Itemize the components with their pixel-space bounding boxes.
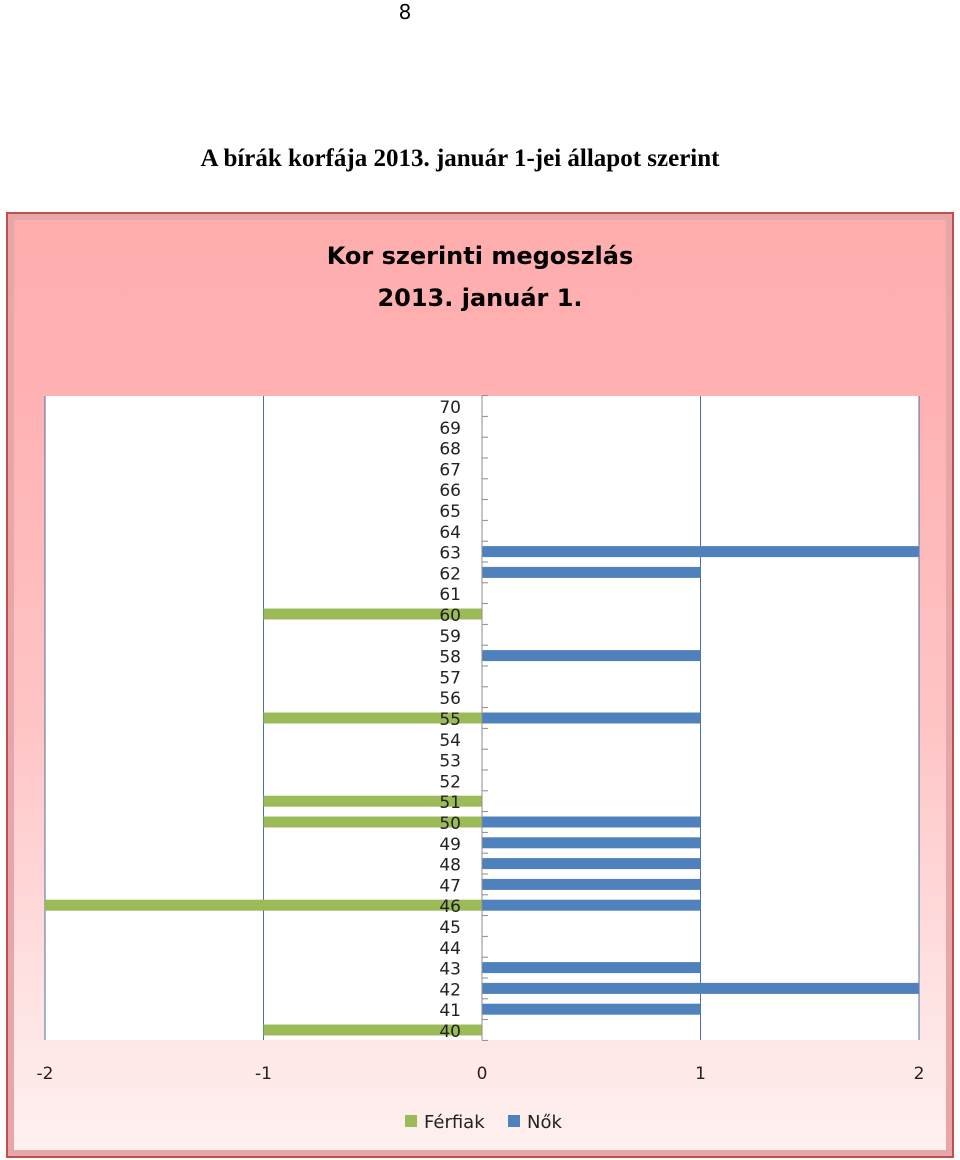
bar-nők-63 — [482, 546, 919, 557]
legend-label-férfiak: Férfiak — [424, 1112, 485, 1133]
category-label-56: 56 — [439, 689, 461, 710]
category-label-52: 52 — [439, 772, 461, 793]
bar-nők-62 — [482, 567, 701, 578]
bar-nők-50 — [482, 817, 701, 828]
category-label-50: 50 — [439, 814, 461, 834]
category-label-45: 45 — [439, 918, 461, 938]
category-label-58: 58 — [439, 647, 461, 668]
bar-nők-48 — [482, 858, 701, 869]
x-tick-label-3: 1 — [695, 1064, 706, 1084]
category-label-48: 48 — [439, 855, 461, 876]
category-label-68: 68 — [439, 439, 461, 460]
category-label-46: 46 — [439, 897, 461, 918]
category-label-64: 64 — [439, 522, 461, 543]
legend — [405, 1112, 562, 1133]
category-label-62: 62 — [439, 564, 461, 585]
x-tick-label-2: 0 — [476, 1064, 488, 1084]
bar-nők-55 — [482, 713, 701, 724]
bar-nők-47 — [482, 879, 701, 890]
bar-férfiak-46 — [45, 900, 482, 911]
page-number: 8 — [398, 0, 412, 24]
category-label-70: 70 — [439, 398, 461, 418]
category-label-53: 53 — [439, 751, 461, 772]
chart-title-line-2: 2013. január 1. — [377, 284, 583, 312]
category-label-51: 51 — [439, 793, 461, 814]
chart-title-line-1: Kor szerinti megoszlás — [326, 242, 634, 270]
category-label-69: 69 — [439, 418, 461, 439]
category-label-42: 42 — [439, 980, 461, 1001]
x-tick-label-1: -1 — [255, 1064, 272, 1084]
category-label-47: 47 — [439, 876, 461, 897]
category-label-41: 41 — [439, 1001, 461, 1022]
bar-nők-42 — [482, 983, 919, 994]
bar-nők-41 — [482, 1004, 701, 1015]
category-label-43: 43 — [439, 959, 461, 980]
category-label-63: 63 — [439, 543, 461, 564]
document-title: A bírák korfája 2013. január 1-jei állapot szerint — [200, 145, 720, 172]
category-label-61: 61 — [439, 585, 461, 606]
bar-nők-49 — [482, 837, 701, 848]
legend-swatch-nők — [508, 1115, 520, 1127]
bar-nők-58 — [482, 650, 701, 661]
bar-nők-46 — [482, 900, 701, 911]
x-tick-label-0: -2 — [36, 1064, 54, 1084]
category-label-65: 65 — [439, 502, 461, 522]
category-label-40: 40 — [439, 1022, 461, 1042]
category-label-60: 60 — [439, 606, 461, 626]
category-label-57: 57 — [439, 668, 461, 689]
legend-label-nők: Nők — [527, 1112, 562, 1133]
category-label-49: 49 — [439, 834, 461, 855]
category-label-59: 59 — [439, 626, 461, 647]
x-tick-label-4: 2 — [913, 1064, 925, 1084]
bar-nők-43 — [482, 962, 701, 973]
category-label-67: 67 — [439, 460, 461, 481]
category-label-66: 66 — [439, 481, 461, 502]
category-label-54: 54 — [439, 730, 461, 751]
category-label-44: 44 — [439, 938, 461, 959]
legend-swatch-férfiak — [405, 1115, 417, 1127]
category-label-55: 55 — [439, 710, 461, 730]
